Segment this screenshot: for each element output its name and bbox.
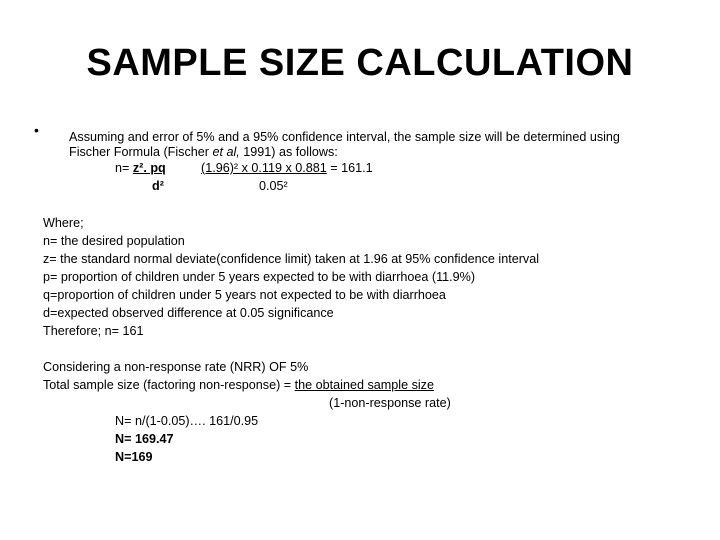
formula-numerator: z². pq	[132, 161, 166, 175]
formula-rhs-denominator: 0.05²	[259, 179, 288, 193]
calc-line-1: N= n/(1-0.05)…. 161/0.95	[115, 414, 259, 428]
calc-line-2: N= 169.47	[115, 432, 174, 446]
bullet-point: •	[34, 122, 39, 138]
page-title: SAMPLE SIZE CALCULATION	[86, 42, 634, 84]
formula-lhs-denominator: d²	[152, 179, 164, 193]
nonresponse-label: Total sample size (factoring non-response) =	[43, 378, 295, 392]
nonresponse-line-1: Considering a non-response rate (NRR) OF 5%	[43, 360, 309, 374]
assumption-text-pre: Fischer Formula (Fischer	[69, 145, 213, 159]
formula-prefix: n=	[115, 161, 133, 175]
where-line-n: n= the desired population	[43, 234, 185, 248]
where-line-d: d=expected observed difference at 0.05 significance	[43, 306, 334, 320]
therefore-line: Therefore; n= 161	[43, 324, 144, 338]
calc-line-3: N=169	[115, 450, 153, 464]
nonresponse-numerator: the obtained sample size	[294, 378, 434, 392]
formula-lhs-numerator	[115, 159, 166, 177]
formula-rhs-numerator	[201, 159, 373, 177]
where-line-z: z= the standard normal deviate(confidence limit) taken at 1.96 at 95% confidence interval	[43, 252, 539, 266]
assumption-text-italic: et al,	[212, 145, 240, 159]
nonresponse-denominator: (1-non-response rate)	[329, 396, 451, 410]
assumption-line-1: Assuming and error of 5% and a 95% confidence interval, the sample size will be determined using	[69, 130, 620, 144]
formula-rhs-result: = 161.1	[330, 161, 373, 175]
where-heading: Where;	[43, 216, 84, 230]
where-line-p: p= proportion of children under 5 years expected to be with diarrhoea (11.9%)	[43, 270, 476, 284]
formula-rhs-expression: (1.96)² x 0.119 x 0.881	[201, 161, 327, 175]
where-line-q: q=proportion of children under 5 years not expected to be with diarrhoea	[43, 288, 446, 302]
assumption-text-post: 1991) as follows:	[239, 145, 338, 159]
nonresponse-line-2	[43, 376, 434, 394]
